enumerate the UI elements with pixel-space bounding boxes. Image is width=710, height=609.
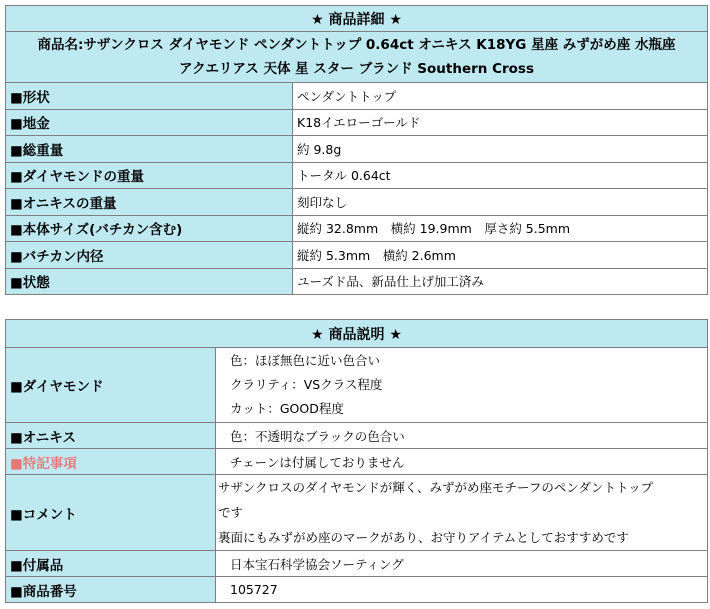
diamond-clarity-line: クラリティ：VSクラス程度	[230, 377, 383, 392]
onyx-label: ■オニキス	[6, 423, 216, 449]
product-details-table	[5, 5, 708, 295]
detail-label: ■本体サイズ(バチカン含む)	[6, 215, 293, 242]
detail-value: 縦約 32.8mm 横約 19.9mm 厚さ約 5.5mm	[293, 215, 708, 242]
diamond-label: ■ダイヤモンド	[6, 348, 216, 423]
product-name-line2: アクエリアス 天体 星 スター ブランド Southern Cross	[179, 61, 534, 77]
detail-value: トータル 0.64ct	[293, 162, 708, 189]
description-header: ★ 商品説明 ★	[6, 320, 708, 348]
accessories-label: ■付属品	[6, 551, 216, 577]
detail-value: K18イエローゴールド	[293, 109, 708, 136]
detail-row	[6, 136, 708, 163]
detail-label: ■総重量	[6, 136, 293, 163]
description-row-product-number	[6, 577, 708, 603]
description-row-onyx	[6, 423, 708, 449]
detail-value: 縦約 5.3mm 横約 2.6mm	[293, 242, 708, 269]
detail-label: ■地金	[6, 109, 293, 136]
detail-label: ■バチカン内径	[6, 242, 293, 269]
comment-line: 裏面にもみずがめ座のマークがあり、お守りアイテムとしておすすめです	[218, 530, 629, 545]
description-row-special	[6, 449, 708, 475]
description-row-comment	[6, 475, 708, 551]
comment-value	[216, 475, 708, 551]
special-notes-value: チェーンは付属しておりません	[216, 449, 708, 475]
detail-value: ペンダントトップ	[293, 83, 708, 110]
detail-value: 刻印なし	[293, 189, 708, 216]
accessories-value: 日本宝石科学協会ソーティング	[216, 551, 708, 577]
detail-row	[6, 189, 708, 216]
diamond-value	[216, 348, 708, 423]
comment-label: ■コメント	[6, 475, 216, 551]
detail-label: ■形状	[6, 83, 293, 110]
detail-row	[6, 83, 708, 110]
product-number-value: 105727	[216, 577, 708, 603]
detail-value: 約 9.8g	[293, 136, 708, 163]
detail-row	[6, 268, 708, 295]
detail-row	[6, 162, 708, 189]
detail-label: ■状態	[6, 268, 293, 295]
detail-label: ■ダイヤモンドの重量	[6, 162, 293, 189]
product-description-table	[5, 319, 708, 603]
product-name	[6, 32, 708, 83]
details-header: ★ 商品詳細 ★	[6, 6, 708, 32]
detail-row	[6, 109, 708, 136]
diamond-cut-line: カット：GOOD程度	[230, 401, 344, 416]
product-number-label: ■商品番号	[6, 577, 216, 603]
detail-value: ユーズド品、新品仕上げ加工済み	[293, 268, 708, 295]
onyx-value: 色：不透明なブラックの色合い	[216, 423, 708, 449]
detail-label: ■オニキスの重量	[6, 189, 293, 216]
special-notes-label: ■特記事項	[6, 449, 216, 475]
comment-line: です	[218, 505, 244, 520]
detail-row	[6, 215, 708, 242]
comment-line: サザンクロスのダイヤモンドが輝く、みずがめ座モチーフのペンダントトップ	[218, 480, 654, 495]
description-row-accessories	[6, 551, 708, 577]
product-name-line1: 商品名:サザンクロス ダイヤモンド ペンダントトップ 0.64ct オニキス K18YG 星座 みずがめ座 水瓶座	[37, 37, 676, 53]
diamond-color-line: 色：ほぼ無色に近い色合い	[230, 353, 381, 368]
description-row-diamond	[6, 348, 708, 423]
detail-row	[6, 242, 708, 269]
